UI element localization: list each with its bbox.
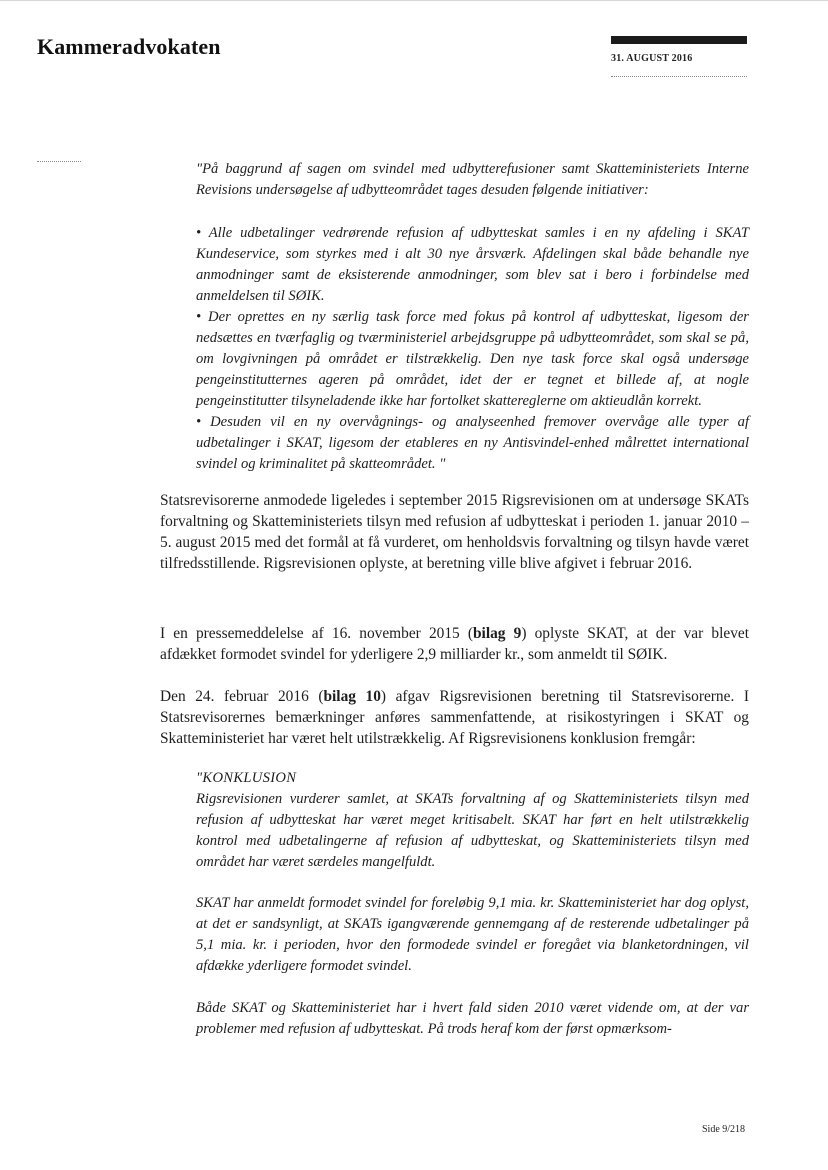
body-paragraph-text xyxy=(160,686,749,749)
margin-divider xyxy=(37,161,81,162)
top-edge-line xyxy=(0,0,828,1)
quote-bullets xyxy=(196,223,749,475)
page-number: Side 9/218 xyxy=(702,1124,746,1135)
p2-text-after: ) oplyste SKAT, at der var blevet afdækket formodet svindel for yderligere 2,9 milliarder kr., som anmeldt til SØIK. xyxy=(160,625,749,663)
conclusion-paragraph-2 xyxy=(196,893,749,977)
body-paragraph-text: Statsrevisorerne anmodede ligeledes i september 2015 Rigsrevisionen om at undersøge SKATs forvaltning og Skatteministeriets tilsyn med refusion af udbytteskat i perioden 1. januar 2010 – 5. august 2015 med det formål at få vurderet, om henholdsvis forvaltning og tilsyn havde været tilfredsstillende. Rigsrevisionen oplyste, at beretning ville blive afgivet i februar 2016. xyxy=(160,492,749,572)
quote-bullet: • Desuden vil en ny overvågnings- og analyseenhed fremover overvåge alle typer af udbetalinger i SKAT, ligesom der etableres en ny Antisvindel-enhed målrettet international svindel og kriminalitet på skatteområdet. " xyxy=(196,414,749,472)
body-paragraph-2 xyxy=(160,623,749,665)
conclusion-paragraph-1 xyxy=(196,789,749,873)
firm-logo: Kammeradvokaten xyxy=(37,34,221,59)
p3-text-before: Den 24. februar 2016 ( xyxy=(160,688,324,705)
conclusion-text: Rigsrevisionen vurderer samlet, at SKATs forvaltning af og Skatteministeriets tilsyn med refusion af udbytteskat har været meget kritisabelt. SKAT har ført en helt utilstrækkelig kontrol med udbetalingerne af refusion af udbytteskat, og Skatteministeriets tilsyn med området har været særdeles mangelfuldt. xyxy=(196,791,749,870)
document-date: 31. AUGUST 2016 xyxy=(611,53,693,64)
date-bar xyxy=(611,36,747,44)
conclusion-text: SKAT har anmeldt formodet svindel for foreløbig 9,1 mia. kr. Skatteministeriet har dog oplyst, at det er sandsynligt, at SKATs igangværende gennemgang af de resterende udbetalinger på 5,1 mia. kr. i perioden, hvor den formodede svindel er foregået via blanketordningen, vil afdække yderligere formodet svindel. xyxy=(196,895,749,974)
quote-intro xyxy=(196,159,749,201)
quote-bullet: • Alle udbetalinger vedrørende refusion af udbytteskat samles i en ny afdeling i SKAT Kundeservice, som styrkes med i alt 30 nye årsværk. Afdelingen skal både behandle nye anmodninger samt de eksisterende anmodninger, som blev sat i bero i forbindelse med anmeldelsen til SØIK. xyxy=(196,225,749,304)
p3-text-after: ) afgav Rigsrevisionen beretning til Statsrevisorerne. I Statsrevisorernes bemærkninger anføres sammenfattende, at risikostyringen i SKAT og Skatteministeriet har været helt utilstrækkelig. Af Rigsrevisionens konklusion fremgår: xyxy=(160,688,749,747)
conclusion-text: Både SKAT og Skatteministeriet har i hvert fald siden 2010 været vidende om, at der var problemer med refusion af udbytteskat. På trods heraf kom der først opmærksom- xyxy=(196,1000,749,1037)
body-paragraph-3 xyxy=(160,686,749,749)
body-paragraph-1 xyxy=(160,490,749,574)
quote-bullet: • Der oprettes en ny særlig task force med fokus på kontrol af udbytteskat, ligesom der nedsættes en tværfaglig og tværministeriel arbejdsgruppe på udbytteområdet, som skal se på, om lovgivningen på området er tilstrækkelig. Den nye task force skal også undersøge pengeinstitutternes ageren på området, idet der er tegnet et billede af, at nogle pengeinstitutter tilsyneladende ikke har fortolket skattereglerne om aktieudlån korrekt. xyxy=(196,309,749,409)
body-paragraph-text xyxy=(160,623,749,665)
quote-intro-text: "På baggrund af sagen om svindel med udbytterefusioner samt Skatteministeriets Interne Revisions undersøgelse af udbytteområdet tages desuden følgende initiativer: xyxy=(196,161,749,198)
conclusion-paragraph-3 xyxy=(196,998,749,1040)
bilag-9-reference: bilag 9 xyxy=(473,625,522,642)
p2-text-before: I en pressemeddelelse af 16. november 2015 ( xyxy=(160,625,473,642)
conclusion-heading: "KONKLUSION xyxy=(196,770,297,786)
bilag-10-reference: bilag 10 xyxy=(323,688,381,705)
date-divider xyxy=(611,76,747,77)
